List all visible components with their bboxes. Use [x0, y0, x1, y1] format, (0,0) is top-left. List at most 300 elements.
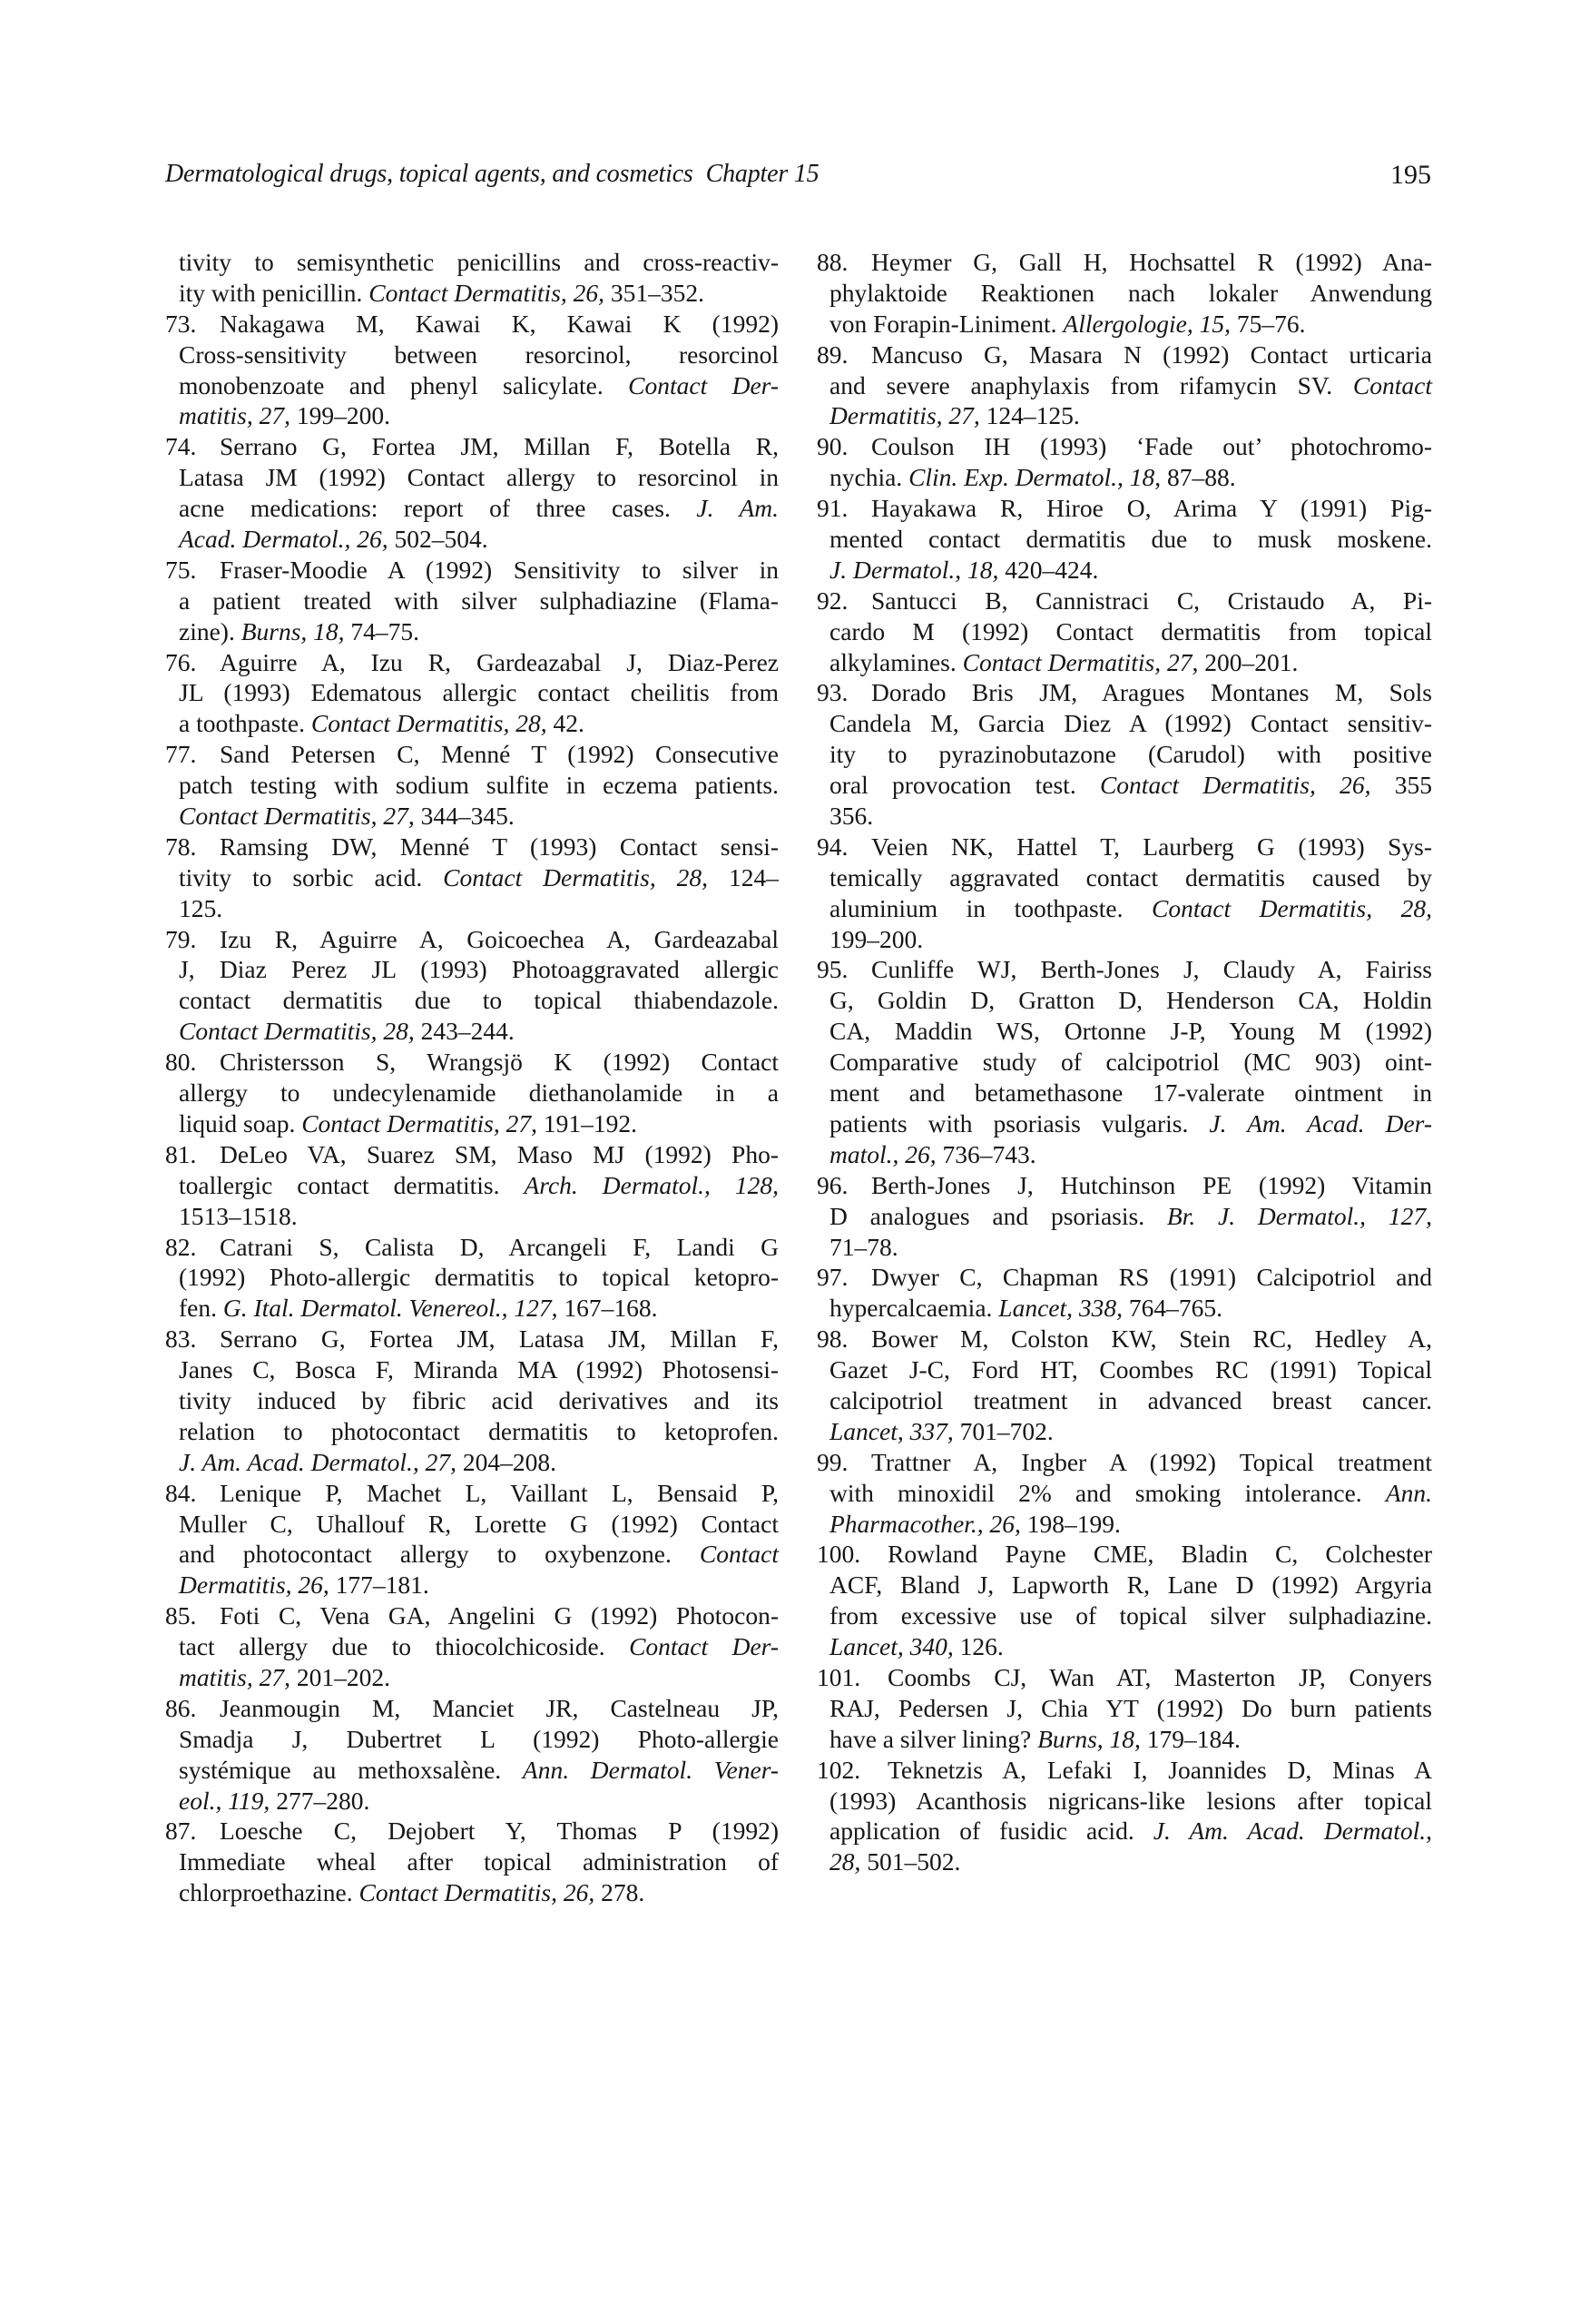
- citation-text: 764–765.: [1123, 1294, 1223, 1323]
- reference-entry: [165, 431, 779, 555]
- reference-line: [165, 1385, 779, 1416]
- citation-text: 344–345.: [414, 802, 515, 831]
- citation-text: Cross-sensitivity between resorcinol, resorcinol: [179, 340, 779, 369]
- reference-line: [165, 1324, 779, 1354]
- citation-text: 355: [1370, 771, 1432, 800]
- citation-text: 356.: [829, 802, 874, 831]
- reference-text: [871, 431, 1432, 462]
- reference-line: [165, 1539, 779, 1570]
- citation-text: Rowland Payne CME, Bladin C, Colchester: [888, 1540, 1432, 1569]
- reference-text: [829, 801, 1432, 832]
- reference-line: [817, 1293, 1432, 1324]
- citation-text: 278.: [594, 1878, 645, 1907]
- reference-text: [888, 1755, 1432, 1786]
- reference-line: [817, 954, 1432, 985]
- reference-number: 92.: [817, 586, 849, 615]
- journal-citation: matitis, 27,: [179, 1662, 290, 1691]
- reference-line: [165, 1108, 779, 1139]
- reference-entry: [817, 431, 1432, 493]
- reference-text: [220, 647, 779, 678]
- citation-text: CA, Maddin WS, Ortonne J-P, Young M (1992): [829, 1017, 1432, 1046]
- reference-entry: [817, 832, 1432, 955]
- reference-text: [179, 524, 779, 555]
- reference-line: [817, 493, 1432, 524]
- journal-citation: J. Am.: [696, 494, 779, 523]
- reference-text: [871, 1262, 1432, 1293]
- citation-text: relation to photocontact dermatitis to ketoprofen.: [179, 1416, 779, 1445]
- citation-text: Teknetzis A, Lefaki I, Joannides D, Minas A: [888, 1755, 1432, 1784]
- reference-line: [165, 677, 779, 708]
- reference-text: [220, 1600, 779, 1631]
- citation-text: 198–199.: [1020, 1509, 1121, 1538]
- citation-text: ment and betamethasone 17-valerate ointment in: [829, 1078, 1432, 1108]
- journal-citation: Contact Dermatitis, 28,: [179, 1017, 415, 1046]
- reference-text: [829, 1201, 1432, 1232]
- reference-text: [829, 770, 1432, 801]
- reference-text: [829, 278, 1432, 309]
- citation-text: 124–125.: [979, 401, 1080, 430]
- reference-number: 79.: [165, 924, 197, 953]
- reference-text: [179, 1416, 779, 1447]
- citation-text: Latasa JM (1992) Contact allergy to resorcinol in: [179, 463, 779, 492]
- citation-text: tivity induced by fibric acid derivatives and its: [179, 1385, 779, 1414]
- citation-text: application of fusidic acid.: [829, 1817, 1153, 1846]
- reference-text: [179, 278, 779, 309]
- reference-text: [220, 832, 779, 862]
- citation-text: Coombs CJ, Wan AT, Masterton JP, Conyers: [888, 1662, 1432, 1691]
- reference-line: [165, 1600, 779, 1631]
- journal-citation: Dermatitis, 26,: [179, 1571, 329, 1600]
- citation-text: 75–76.: [1230, 309, 1306, 338]
- citation-text: 502–504.: [388, 525, 488, 554]
- citation-text: ACF, Bland J, Lapworth R, Lane D (1992) Argyria: [829, 1571, 1432, 1600]
- journal-citation: Burns, 18,: [240, 616, 345, 645]
- reference-number: 94.: [817, 832, 849, 861]
- citation-text: 167–168.: [557, 1294, 658, 1323]
- citation-text: Cunliffe WJ, Berth-Jones J, Claudy A, Fairiss: [871, 955, 1432, 984]
- reference-line: [817, 1201, 1432, 1232]
- reference-line: [817, 524, 1432, 555]
- reference-number: 91.: [817, 494, 849, 523]
- journal-citation: Contact Dermatitis, 28,: [310, 709, 547, 738]
- reference-number: 86.: [165, 1693, 197, 1722]
- reference-text: [829, 555, 1432, 586]
- citation-text: Coulson IH (1993) ‘Fade out’ photochromo-: [871, 432, 1432, 461]
- citation-text: Bower M, Colston KW, Stein RC, Hedley A,: [871, 1324, 1432, 1354]
- reference-line: [817, 985, 1432, 1016]
- reference-entry: [817, 677, 1432, 831]
- reference-line: [165, 1447, 779, 1478]
- reference-line: [817, 1108, 1432, 1139]
- journal-citation: Contact Dermatitis, 28,: [443, 862, 709, 891]
- reference-text: [179, 1509, 779, 1540]
- reference-line: [817, 1170, 1432, 1201]
- citation-text: 87–88.: [1161, 463, 1236, 492]
- reference-line: [165, 1816, 779, 1846]
- citation-text: tivity to sorbic acid.: [179, 862, 444, 891]
- citation-text: JL (1993) Edematous allergic contact cheilitis from: [179, 678, 779, 707]
- reference-entry: [817, 1755, 1432, 1878]
- reference-text: [829, 647, 1432, 678]
- journal-citation: Dermatitis, 27,: [829, 401, 980, 430]
- reference-number: 93.: [817, 678, 849, 707]
- journal-citation: J. Am. Acad. Der-: [1209, 1108, 1432, 1137]
- reference-line: [165, 247, 779, 278]
- reference-line: [817, 770, 1432, 801]
- citation-text: Serrano G, Fortea JM, Millan F, Botella R,: [220, 432, 779, 461]
- reference-line: [817, 832, 1432, 862]
- citation-text: 201–202.: [290, 1662, 390, 1691]
- journal-citation: Contact Dermatitis, 27,: [301, 1108, 537, 1137]
- citation-text: oral provocation test.: [829, 771, 1100, 800]
- reference-text: [179, 1385, 779, 1416]
- reference-text: [220, 739, 779, 770]
- reference-text: [829, 309, 1432, 340]
- citation-text: fen.: [179, 1294, 223, 1323]
- reference-line: [165, 586, 779, 616]
- citation-text: RAJ, Pedersen J, Chia YT (1992) Do burn patients: [829, 1693, 1432, 1722]
- reference-line: [165, 1293, 779, 1324]
- reference-text: [179, 1877, 779, 1908]
- reference-text: [179, 1724, 779, 1755]
- reference-text: [829, 1600, 1432, 1631]
- reference-line: [817, 1600, 1432, 1631]
- citation-text: Izu R, Aguirre A, Goicoechea A, Gardeazabal: [220, 924, 779, 953]
- citation-text: Immediate wheal after topical administration of: [179, 1847, 779, 1876]
- reference-line: [165, 1078, 779, 1108]
- reference-line: [817, 1662, 1432, 1693]
- reference-line: [817, 1047, 1432, 1078]
- citation-text: tivity to semisynthetic penicillins and cross-reactiv-: [179, 248, 779, 276]
- citation-text: Gazet J-C, Ford HT, Coombes RC (1991) Topical: [829, 1355, 1432, 1384]
- citation-text: aluminium in toothpaste.: [829, 893, 1152, 922]
- journal-citation: Contact: [699, 1540, 779, 1569]
- reference-text: [829, 924, 1432, 955]
- citation-text: 179–184.: [1140, 1724, 1241, 1753]
- reference-entry: [165, 309, 779, 432]
- citation-text: Loesche C, Dejobert Y, Thomas P (1992): [220, 1817, 779, 1846]
- reference-number: 78.: [165, 832, 197, 861]
- citation-text: systémique au methoxsalène.: [179, 1755, 523, 1784]
- journal-citation: eol., 119,: [179, 1786, 270, 1815]
- reference-number: 96.: [817, 1170, 849, 1199]
- reference-number: 102.: [817, 1755, 861, 1784]
- reference-line: [817, 1478, 1432, 1509]
- reference-text: [179, 1201, 779, 1232]
- reference-entry: [165, 647, 779, 740]
- reference-line: [817, 1262, 1432, 1293]
- citation-text: patch testing with sodium sulfite in eczema patients.: [179, 771, 779, 800]
- citation-text: 42.: [546, 709, 584, 738]
- citation-text: have a silver lining?: [829, 1724, 1038, 1753]
- citation-text: DeLeo VA, Suarez SM, Maso MJ (1992) Pho-: [220, 1139, 779, 1168]
- citation-text: a toothpaste.: [179, 709, 311, 738]
- reference-text: [179, 247, 779, 278]
- reference-number: 74.: [165, 432, 197, 461]
- reference-line: [165, 1662, 779, 1693]
- reference-text: [179, 1447, 779, 1478]
- reference-line: [165, 555, 779, 586]
- journal-citation: Pharmacother., 26,: [829, 1509, 1021, 1538]
- reference-text: [871, 340, 1432, 370]
- journal-citation: Burns, 18,: [1037, 1724, 1141, 1753]
- citation-text: monobenzoate and phenyl salicylate.: [179, 370, 629, 399]
- reference-line: [817, 309, 1432, 340]
- reference-line: [817, 924, 1432, 955]
- reference-text: [829, 1354, 1432, 1385]
- reference-line: [817, 1324, 1432, 1354]
- citation-text: Heymer G, Gall H, Hochsattel R (1992) Ana-: [871, 248, 1432, 276]
- reference-text: [829, 1232, 1432, 1263]
- reference-text: [179, 616, 779, 647]
- citation-text: 200–201.: [1198, 647, 1299, 676]
- reference-number: 73.: [165, 309, 197, 338]
- reference-line: [165, 309, 779, 340]
- citation-text: hypercalcaemia.: [829, 1294, 999, 1323]
- citation-text: and severe anaphylaxis from rifamycin SV.: [829, 370, 1353, 399]
- citation-text: liquid soap.: [179, 1108, 302, 1137]
- reference-line: [165, 1877, 779, 1908]
- citation-text: Smadja J, Dubertret L (1992) Photo-allergie: [179, 1724, 779, 1753]
- journal-citation: Contact Dermatitis, 26,: [368, 278, 605, 307]
- journal-citation: Contact Dermatitis, 26,: [358, 1878, 595, 1907]
- reference-line: [165, 1724, 779, 1755]
- reference-text: [888, 1662, 1432, 1693]
- reference-text: [829, 1693, 1432, 1724]
- citation-text: Muller C, Uhallouf R, Lorette G (1992) Contact: [179, 1509, 779, 1538]
- reference-number: 83.: [165, 1324, 197, 1354]
- reference-line: [817, 1846, 1432, 1877]
- reference-text: [871, 677, 1432, 708]
- journal-citation: matol., 26,: [829, 1139, 937, 1168]
- journal-citation: Lancet, 338,: [998, 1294, 1124, 1323]
- journal-citation: Contact Dermatitis, 27,: [179, 802, 415, 831]
- reference-text: [179, 1170, 779, 1201]
- reference-text: [829, 1385, 1432, 1416]
- citation-text: 71–78.: [829, 1232, 898, 1261]
- reference-entry: [817, 1262, 1432, 1324]
- reference-line: [817, 1016, 1432, 1047]
- citation-text: 736–743.: [936, 1139, 1036, 1168]
- reference-text: [829, 1293, 1432, 1324]
- journal-citation: Contact Der-: [629, 1632, 779, 1661]
- reference-number: 100.: [817, 1540, 861, 1569]
- reference-text: [829, 1509, 1432, 1540]
- reference-text: [829, 739, 1432, 770]
- reference-line: [817, 1139, 1432, 1170]
- reference-line: [817, 555, 1432, 586]
- reference-line: [817, 340, 1432, 370]
- reference-entry: [817, 954, 1432, 1169]
- reference-number: 84.: [165, 1478, 197, 1507]
- reference-number: 97.: [817, 1263, 849, 1292]
- reference-line: [817, 1724, 1432, 1755]
- reference-text: [871, 247, 1432, 278]
- reference-line: [165, 647, 779, 678]
- citation-text: 177–181.: [329, 1571, 429, 1600]
- reference-entry: [817, 1170, 1432, 1263]
- citation-text: cardo M (1992) Contact dermatitis from topical: [829, 616, 1432, 645]
- citation-text: Comparative study of calcipotriol (MC 903) oint-: [829, 1048, 1432, 1077]
- reference-text: [829, 462, 1432, 493]
- reference-text: [829, 1570, 1432, 1600]
- reference-text: [871, 493, 1432, 524]
- reference-text: [179, 954, 779, 985]
- citation-text: and photocontact allergy to oxybenzone.: [179, 1540, 700, 1569]
- reference-text: [179, 801, 779, 832]
- reference-line: [817, 462, 1432, 493]
- citation-text: ity with penicillin.: [179, 278, 369, 307]
- reference-text: [829, 1016, 1432, 1047]
- reference-text: [179, 1262, 779, 1293]
- reference-text: [179, 862, 779, 893]
- reference-line: [165, 524, 779, 555]
- citation-text: with minoxidil 2% and smoking intolerance.: [829, 1478, 1386, 1507]
- citation-text: phylaktoide Reaktionen nach lokaler Anwendung: [829, 278, 1432, 307]
- reference-line: [165, 801, 779, 832]
- reference-line: [817, 1816, 1432, 1846]
- reference-text: [179, 708, 779, 739]
- reference-line: [165, 1047, 779, 1078]
- reference-line: [165, 616, 779, 647]
- reference-line: [165, 954, 779, 985]
- citation-text: patients with psoriasis vulgaris.: [829, 1108, 1210, 1137]
- reference-text: [871, 954, 1432, 985]
- reference-text: [220, 555, 779, 586]
- citation-text: tact allergy due to thiocolchicoside.: [179, 1632, 630, 1661]
- reference-text: [871, 832, 1432, 862]
- citation-text: a patient treated with silver sulphadiazine (Flama-: [179, 586, 779, 615]
- journal-citation: Arch. Dermatol., 128,: [524, 1170, 780, 1199]
- citation-text: from excessive use of topical silver sulphadiazine.: [829, 1601, 1432, 1630]
- reference-number: 88.: [817, 248, 849, 276]
- citation-text: acne medications: report of three cases.: [179, 494, 697, 523]
- citation-text: 199–200.: [290, 401, 390, 430]
- reference-text: [179, 493, 779, 524]
- reference-line: [165, 370, 779, 401]
- reference-line: [817, 370, 1432, 401]
- reference-text: [829, 370, 1432, 401]
- reference-line: [165, 985, 779, 1016]
- citation-text: Hayakawa R, Hiroe O, Arima Y (1991) Pig-: [871, 494, 1432, 523]
- reference-line: [817, 400, 1432, 431]
- reference-number: 90.: [817, 432, 849, 461]
- reference-entry: [165, 1478, 779, 1601]
- reference-line: [817, 893, 1432, 924]
- reference-entry: [165, 832, 779, 924]
- reference-text: [829, 1786, 1432, 1817]
- reference-text: [179, 370, 779, 401]
- citation-text: Christersson S, Wrangsjö K (1992) Contact: [220, 1048, 779, 1077]
- reference-number: 89.: [817, 340, 849, 369]
- reference-line: [165, 1786, 779, 1817]
- reference-text: [179, 1293, 779, 1324]
- journal-citation: Contact Der-: [628, 370, 779, 399]
- reference-entry: [165, 1139, 779, 1232]
- citation-text: Veien NK, Hattel T, Laurberg G (1993) Sys-: [871, 832, 1432, 861]
- reference-text: [829, 400, 1432, 431]
- reference-line: [817, 431, 1432, 462]
- citation-text: (1993) Acanthosis nigricans-like lesions after topical: [829, 1786, 1432, 1815]
- reference-line: [165, 1846, 779, 1877]
- reference-text: [829, 616, 1432, 647]
- reference-entry: [165, 1232, 779, 1324]
- citation-text: toallergic contact dermatitis.: [179, 1170, 525, 1199]
- reference-line: [817, 1232, 1432, 1263]
- reference-text: [829, 1724, 1432, 1755]
- reference-entry: [165, 924, 779, 1048]
- reference-entry: [817, 247, 1432, 340]
- reference-text: [871, 586, 1432, 616]
- reference-text: [220, 1047, 779, 1078]
- reference-text: [179, 1078, 779, 1108]
- citation-text: 351–352.: [604, 278, 705, 307]
- reference-entry: [817, 1539, 1432, 1662]
- reference-text: [179, 1570, 779, 1600]
- reference-line: [165, 862, 779, 893]
- citation-text: Janes C, Bosca F, Miranda MA (1992) Photosensi-: [179, 1355, 779, 1384]
- journal-citation: Contact: [1352, 370, 1432, 399]
- reference-line: [817, 586, 1432, 616]
- reference-line: [165, 1232, 779, 1263]
- reference-line: [817, 1755, 1432, 1786]
- reference-line: [817, 739, 1432, 770]
- citation-text: (1992) Photo-allergic dermatitis to topical ketopro-: [179, 1263, 779, 1292]
- citation-text: 501–502.: [860, 1847, 961, 1876]
- citation-text: Berth-Jones J, Hutchinson PE (1992) Vitamin: [871, 1170, 1432, 1199]
- reference-line: [817, 1570, 1432, 1600]
- reference-text: [179, 893, 779, 924]
- journal-citation: Acad. Dermatol., 26,: [179, 525, 388, 554]
- reference-line: [165, 1170, 779, 1201]
- reference-text: [179, 1846, 779, 1877]
- reference-text: [871, 1324, 1432, 1354]
- citation-text: 420–424.: [998, 555, 1099, 584]
- reference-line: [817, 1786, 1432, 1817]
- reference-text: [179, 1354, 779, 1385]
- reference-line: [165, 1139, 779, 1170]
- reference-text: [829, 893, 1432, 924]
- reference-text: [179, 400, 779, 431]
- reference-text: [220, 1816, 779, 1846]
- reference-text: [220, 309, 779, 340]
- reference-entry: [165, 1600, 779, 1693]
- reference-line: [165, 739, 779, 770]
- reference-line: [165, 1016, 779, 1047]
- citation-text: Santucci B, Cannistraci C, Cristaudo A, Pi-: [871, 586, 1432, 615]
- citation-text: Fraser-Moodie A (1992) Sensitivity to silver in: [220, 555, 779, 584]
- citation-text: 124–: [708, 862, 779, 891]
- citation-text: D analogues and psoriasis.: [829, 1201, 1167, 1230]
- reference-line: [165, 1755, 779, 1786]
- citation-text: 191–192.: [536, 1108, 637, 1137]
- journal-citation: Ann. Dermatol. Vener-: [522, 1755, 780, 1784]
- reference-line: [817, 1078, 1432, 1108]
- reference-text: [179, 677, 779, 708]
- reference-line: [165, 1416, 779, 1447]
- reference-entry: [165, 555, 779, 647]
- reference-line: [817, 1354, 1432, 1385]
- reference-text: [179, 1108, 779, 1139]
- journal-citation: Allergologie, 15,: [1063, 309, 1231, 338]
- reference-text: [179, 586, 779, 616]
- reference-entry: [817, 1662, 1432, 1755]
- citation-text: Nakagawa M, Kawai K, Kawai K (1992): [220, 309, 779, 338]
- reference-line: [817, 1385, 1432, 1416]
- reference-text: [179, 1786, 779, 1817]
- running-header: [165, 160, 1431, 196]
- reference-line: [165, 1478, 779, 1509]
